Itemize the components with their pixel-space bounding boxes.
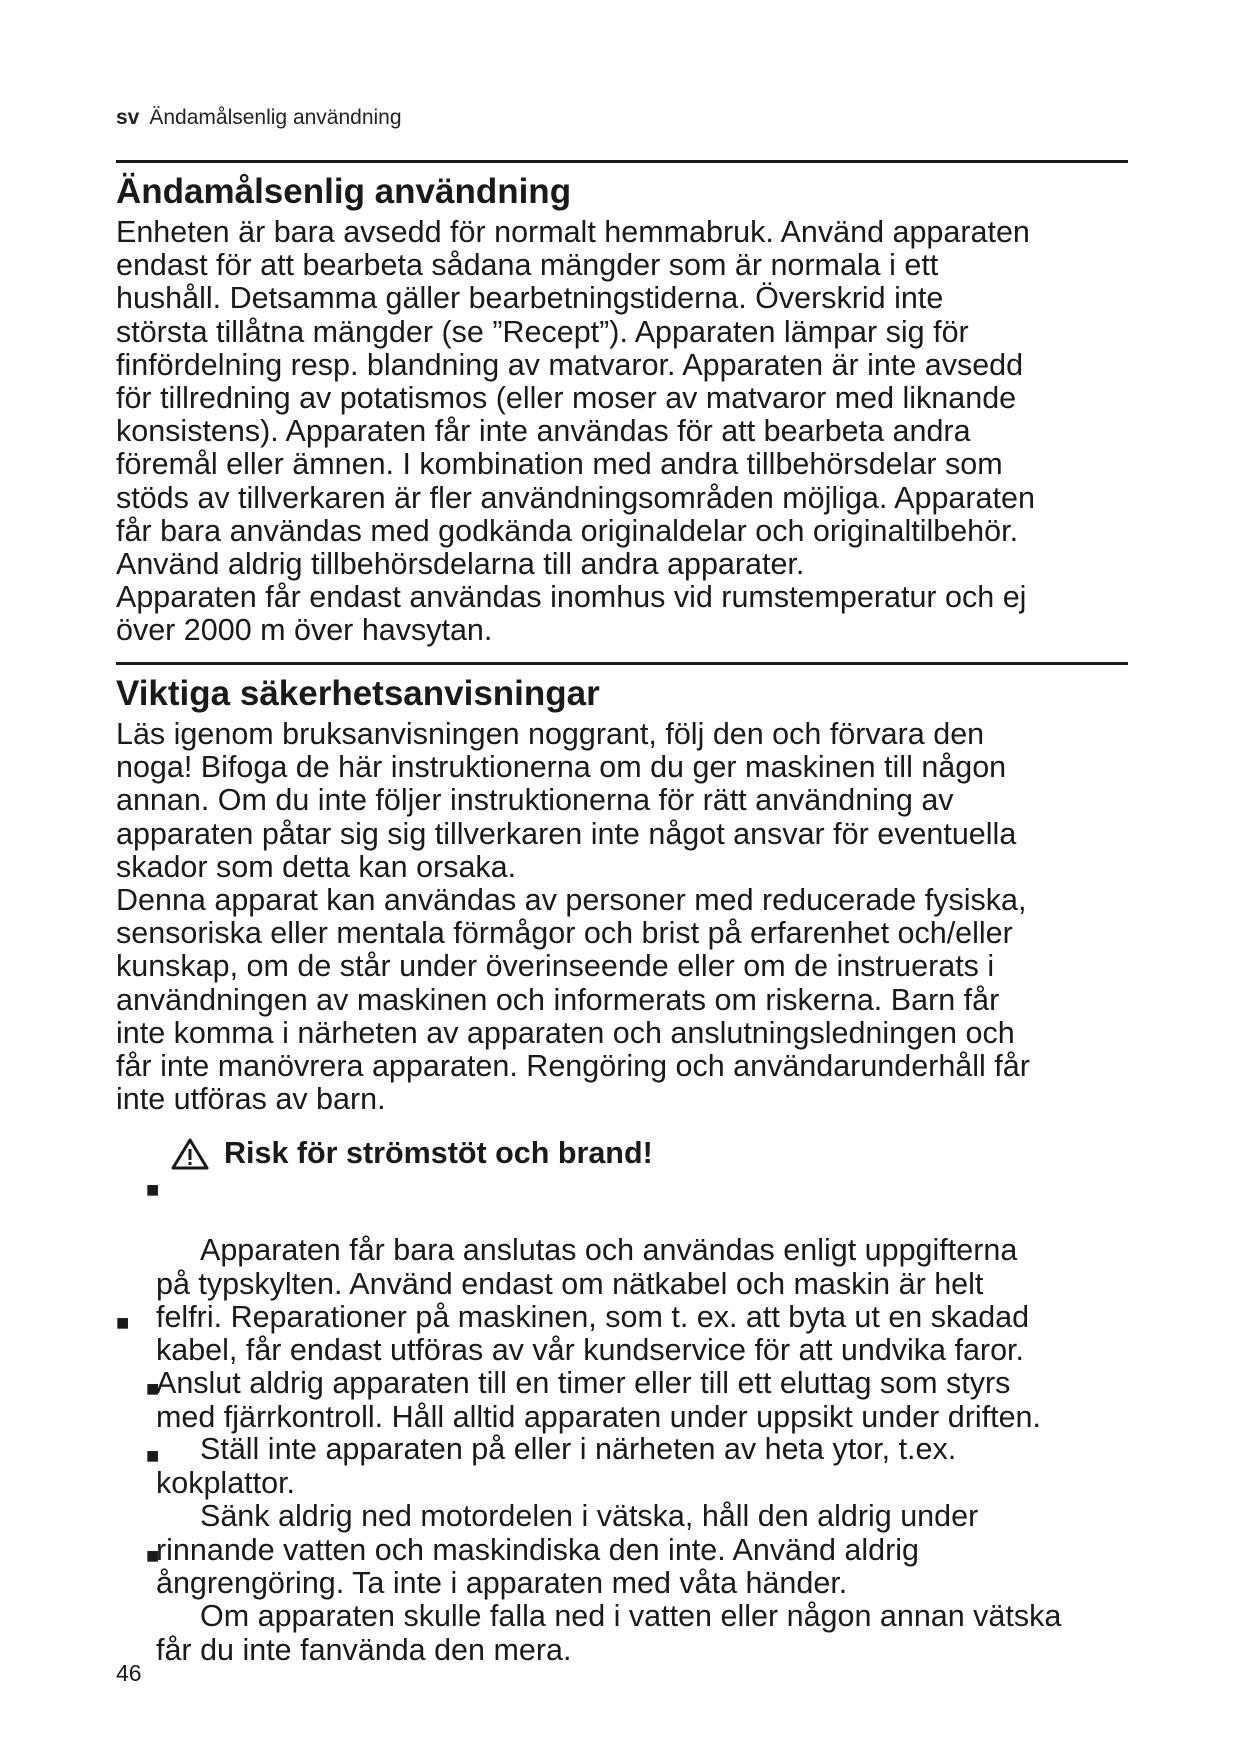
bullet-text: Ställ inte apparaten på eller i närheten av heta ytor, t.ex. kokplattor. [156, 1432, 957, 1500]
bullet-mark: ■ [116, 1310, 130, 1335]
section-rule [116, 160, 1128, 163]
warning-triangle-icon [170, 1137, 210, 1171]
bullet-mark: ■ [146, 1543, 160, 1568]
running-header [116, 106, 402, 130]
bullet-mark: ■ [146, 1376, 160, 1401]
section-heading-safety: Viktiga säkerhetsanvisningar [116, 674, 600, 713]
intended-use-body: Enheten är bara avsedd för normalt hemmabruk. Använd apparaten endast för att bearbeta sådana mängder som är normala i ett hushåll. Detsamma gäller bearbetningstiderna. Överskrid inte största tillåtna mängder (se ”Recept”). Apparaten lämpar sig för finfördelning resp. blandning av matvaror. Apparaten är inte avsedd för tillredning av potatismos (eller moser av matvaror med liknande konsistens). Apparaten får inte användas för att bearbeta andra föremål eller ämnen. I kombination med andra tillbehörsdelar som stöds av tillverkaren är fler användningsområden möjliga. Apparaten får bara användas med godkända originaldelar och originaltilbehör. Använd aldrig tillbehörsdelarna till andra apparater. Apparaten får endast användas inomhus vid rumstemperatur och ej över 2000 m över havsytan. [116, 215, 1035, 648]
bullet-text: Apparaten får bara anslutas och användas enligt uppgifterna på typskylten. Använd endast om nätkabel och maskin är helt felfri. Reparationer på maskinen, som t. ex. att byta ut en skadad kabel, får endast utföras av vår kundservice för att undvika faror. [156, 1233, 1030, 1368]
warning-heading [170, 1136, 653, 1171]
safety-bullet [146, 1534, 1166, 1700]
section-heading-intended-use: Ändamålsenlig användning [116, 172, 572, 211]
bullet-mark: ■ [146, 1177, 160, 1202]
bullet-text: Om apparaten skulle falla ned i vatten eller någon annan vätska får du inte fanvända den mera. [156, 1599, 1062, 1667]
safety-paragraph-2: Denna apparat kan användas av personer med reducerade fysiska, sensoriska eller mentala förmågor och brist på erfarenhet och/eller kunskap, om de står under överinseende eller om de instruerats i användningen av maskinen och informerats om riskerna. Barn får inte komma i närheten av apparaten och anslutningsledningen och får inte manövrera apparaten. Rengöring och användarunderhåll får inte utföras av barn. [116, 883, 1030, 1117]
bullet-text: Sänk aldrig ned motordelen i vätska, håll den aldrig under rinnande vatten och maskindiska den inte. Använd aldrig ångrengöring. Ta inte i apparaten med våta händer. [156, 1499, 979, 1600]
bullet-mark: ■ [146, 1443, 160, 1468]
warning-title: Risk för strömstöt och brand! [224, 1136, 653, 1170]
bullet-text: Anslut aldrig apparaten till en timer eller till ett eluttag som styrs med fjärrkontroll. Håll alltid apparaten under uppsikt under driften. [156, 1366, 1041, 1434]
page-number: 46 [116, 1660, 142, 1686]
language-code: sv [116, 106, 140, 129]
section-rule [116, 662, 1128, 665]
safety-paragraph-1: Läs igenom bruksanvisningen noggrant, följ den och förvara den noga! Bifoga de här instruktionerna om du ger maskinen till någon annan. Om du inte följer instruktionerna för rätt användning av apparaten påtar sig sig tillverkaren inte något ansvar för eventuella skador som detta kan orsaka. [116, 717, 1017, 884]
running-header-title: Ändamålsenlig användning [149, 106, 402, 129]
